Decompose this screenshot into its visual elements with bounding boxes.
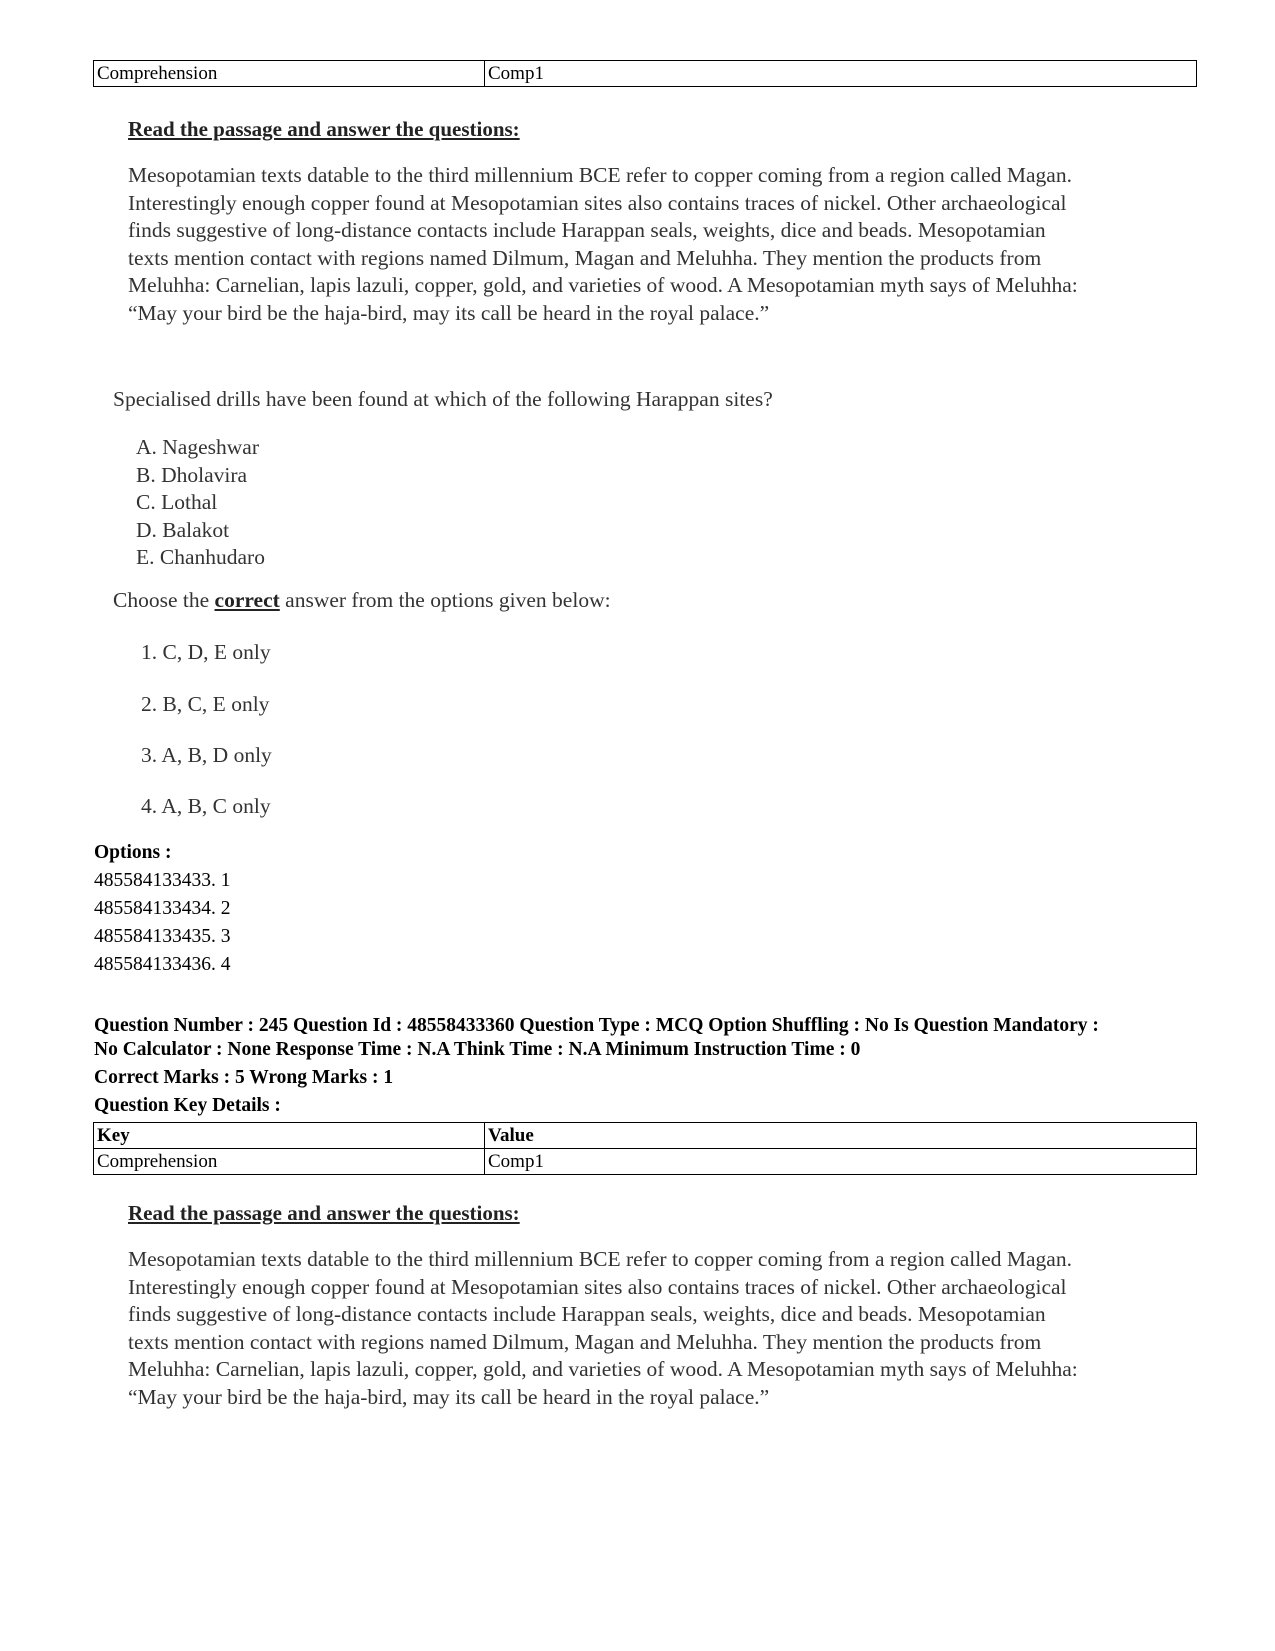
- passage-heading: Read the passage and answer the questions:: [128, 117, 520, 141]
- passage-line: Meluhha: Carnelian, lapis lazuli, copper, gold, and varieties of wood. A Mesopotamian myth says of Meluhha:: [128, 273, 1078, 297]
- passage-text: [128, 1246, 1188, 1411]
- options-label: Options :: [94, 842, 172, 863]
- statement-item: C. Lothal: [136, 490, 218, 514]
- answer-choice: 4. A, B, C only: [141, 794, 271, 818]
- value-cell: Comp1: [485, 61, 1197, 87]
- passage-line: finds suggestive of long-distance contacts include Harappan seals, weights, dice and beads. Mesopotamian: [128, 218, 1046, 242]
- passage-line: finds suggestive of long-distance contacts include Harappan seals, weights, dice and beads. Mesopotamian: [128, 1302, 1046, 1326]
- answer-choice: 2. B, C, E only: [141, 692, 270, 716]
- statement-list: [136, 434, 265, 572]
- top-key-table: [93, 60, 1197, 87]
- answer-choice: 1. C, D, E only: [141, 640, 271, 664]
- key-details-label: Question Key Details :: [94, 1095, 281, 1116]
- table-header-row: [94, 1123, 1197, 1149]
- passage-line: texts mention contact with regions named Dilmum, Magan and Meluhha. They mention the products from: [128, 1329, 1042, 1354]
- passage-line: Mesopotamian texts datable to the third millennium BCE refer to copper coming from a region called Magan.: [128, 163, 1072, 187]
- option-item: 485584133434. 2: [94, 898, 231, 919]
- statement-item: E. Chanhudaro: [136, 545, 265, 569]
- passage-text: [128, 162, 1188, 327]
- option-item: 485584133436. 4: [94, 954, 231, 975]
- passage-line: “May your bird be the haja-bird, may its call be heard in the royal palace.”: [128, 300, 770, 325]
- passage-line: Interestingly enough copper found at Mesopotamian sites also contains traces of nickel. Other archaeological: [128, 190, 1067, 215]
- passage-line: Meluhha: Carnelian, lapis lazuli, copper, gold, and varieties of wood. A Mesopotamian myth says of Meluhha:: [128, 1357, 1078, 1381]
- option-item: 485584133433. 1: [94, 870, 231, 891]
- choose-prefix: Choose the: [113, 588, 215, 612]
- passage-heading: Read the passage and answer the questions:: [128, 1201, 520, 1225]
- answer-choice: 3. A, B, D only: [141, 743, 272, 767]
- table-row: [94, 61, 1197, 87]
- passage-line: texts mention contact with regions named Dilmum, Magan and Meluhha. They mention the products from: [128, 245, 1042, 270]
- question-meta-line1: Question Number : 245 Question Id : 48558433360 Question Type : MCQ Option Shuffling : No Is Question Mandatory :: [94, 1015, 1099, 1036]
- statement-item: D. Balakot: [136, 517, 230, 542]
- header-key: Key: [94, 1123, 485, 1149]
- question-key-table: [93, 1122, 1197, 1175]
- header-value: Value: [485, 1123, 1197, 1149]
- statement-item: B. Dholavira: [136, 462, 248, 487]
- option-item: 485584133435. 3: [94, 926, 231, 947]
- key-cell: Comprehension: [94, 61, 485, 87]
- passage-line: “May your bird be the haja-bird, may its call be heard in the royal palace.”: [128, 1384, 770, 1409]
- key-cell: Comprehension: [94, 1149, 485, 1175]
- choose-emphasis: correct: [214, 588, 280, 612]
- statement-item: A. Nageshwar: [136, 435, 259, 459]
- choose-instruction: [113, 588, 611, 613]
- table-row: [94, 1149, 1197, 1175]
- passage-line: Mesopotamian texts datable to the third millennium BCE refer to copper coming from a region called Magan.: [128, 1247, 1072, 1271]
- value-cell: Comp1: [485, 1149, 1197, 1175]
- passage-line: Interestingly enough copper found at Mesopotamian sites also contains traces of nickel. Other archaeological: [128, 1274, 1067, 1299]
- question-stem: Specialised drills have been found at which of the following Harappan sites?: [113, 387, 773, 411]
- marks-line: Correct Marks : 5 Wrong Marks : 1: [94, 1067, 394, 1088]
- choose-suffix: answer from the options given below:: [279, 588, 611, 612]
- question-meta-line2: No Calculator : None Response Time : N.A Think Time : N.A Minimum Instruction Time : 0: [94, 1039, 861, 1060]
